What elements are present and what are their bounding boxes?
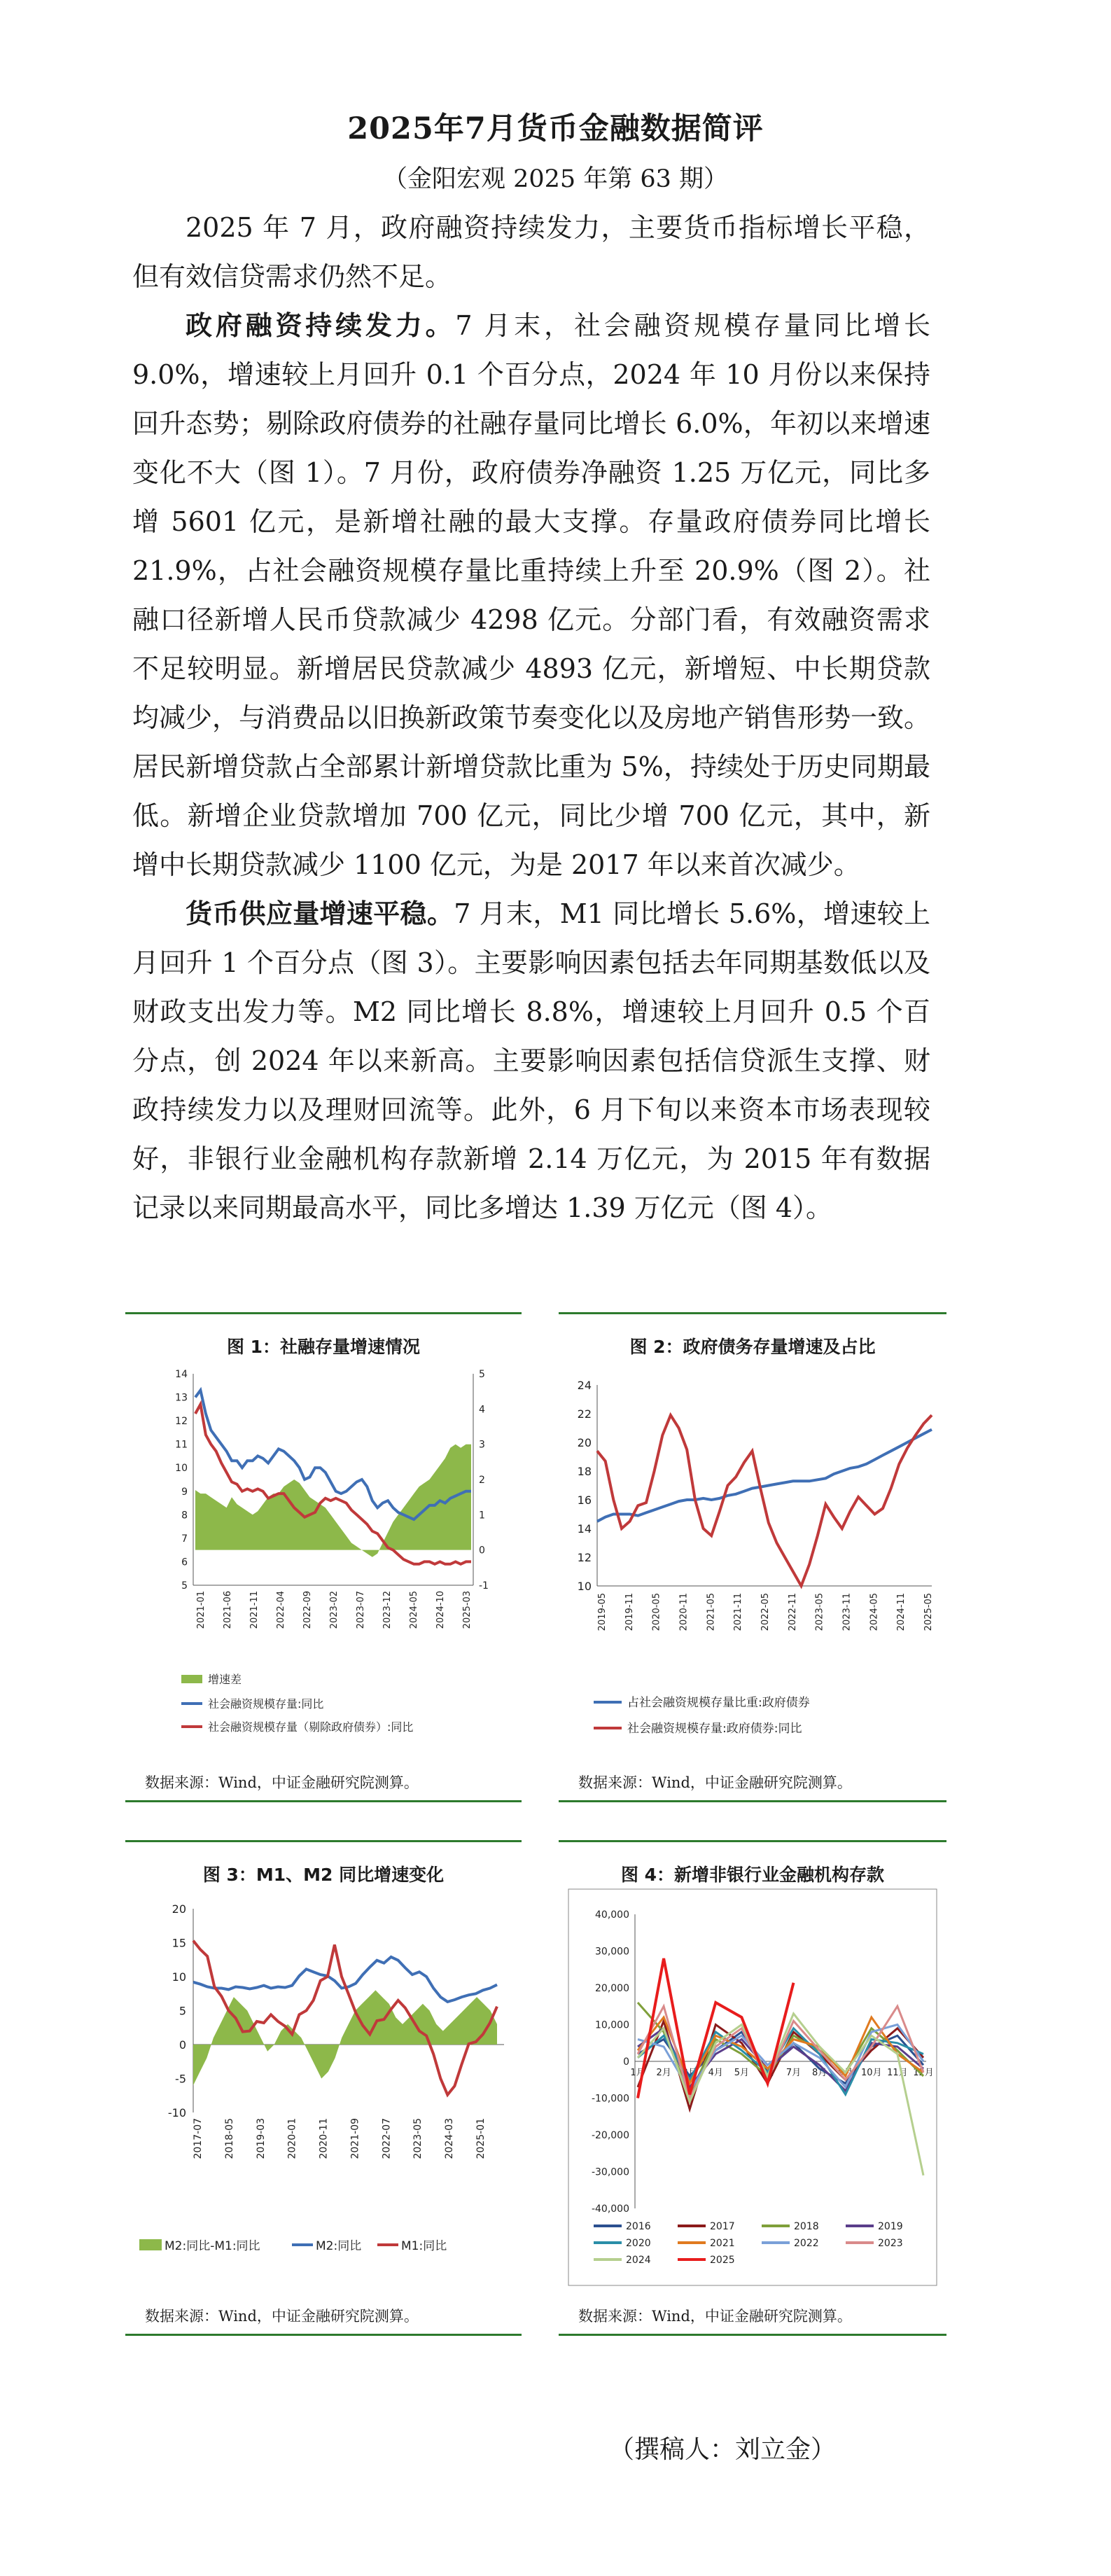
chart-svg — [559, 1312, 946, 1802]
y-tick-label: 14 — [577, 1522, 592, 1536]
y-tick-label-left: 9 — [181, 1486, 188, 1498]
y-tick-label: 20 — [577, 1436, 592, 1449]
series-line-1 — [597, 1415, 932, 1586]
y-tick-label: -5 — [175, 2072, 186, 2086]
legend-label: 社会融资规模存量:政府债券:同比 — [627, 1722, 802, 1736]
figure-title: 图 3：M1、M2 同比增速变化 — [202, 1865, 445, 1885]
x-tick-label: 2024-05 — [869, 1593, 880, 1631]
y-tick-label: 30,000 — [595, 1946, 629, 1958]
legend-label: 占社会融资规模存量比重:政府债券 — [627, 1696, 810, 1710]
y-tick-label-left: 5 — [181, 1580, 188, 1592]
y-tick-label: 20 — [172, 1902, 186, 1916]
x-tick-label: 2023-02 — [329, 1591, 340, 1629]
y-tick-label: 22 — [577, 1407, 592, 1421]
y-tick-label-left: 14 — [175, 1369, 188, 1380]
article-body — [132, 203, 930, 1232]
y-tick-label: 10 — [577, 1580, 592, 1593]
x-tick-label: 5月 — [734, 2068, 750, 2078]
figure-bottom-rule — [559, 2334, 946, 2336]
x-tick-label: 2024-11 — [896, 1593, 907, 1631]
series-area-m2-m1 — [193, 1990, 497, 2085]
page-subtitle: （金阳宏观 2025 年第 63 期） — [382, 165, 729, 193]
legend-label: M2:同比-M1:同比 — [165, 2239, 260, 2253]
x-tick-label: 2022-04 — [276, 1591, 286, 1629]
legend-swatch — [181, 1675, 202, 1683]
figure-title: 图 1：社融存量增速情况 — [226, 1337, 421, 1357]
figure-2 — [559, 1312, 946, 1802]
figure-1 — [125, 1312, 522, 1802]
legend-label: 2022 — [794, 2238, 819, 2249]
figure-bottom-rule — [559, 1800, 946, 1802]
y-tick-label: 0 — [623, 2056, 629, 2068]
legend-label: 2016 — [626, 2221, 651, 2232]
x-tick-label: 2022-07 — [381, 2118, 393, 2159]
y-tick-label: 10,000 — [595, 2019, 629, 2031]
x-tick-label: 2月 — [656, 2068, 671, 2078]
x-tick-label: 6月 — [760, 2068, 776, 2078]
x-tick-label: 10月 — [861, 2068, 882, 2078]
y-tick-label: -20,000 — [591, 2130, 629, 2141]
y-tick-label: 0 — [179, 2038, 186, 2052]
chart-svg — [125, 1312, 522, 1802]
y-tick-label-right: 1 — [479, 1510, 485, 1522]
x-tick-label: 2024-03 — [444, 2118, 456, 2159]
y-tick-label: 20,000 — [595, 1983, 629, 1994]
y-tick-label-right: 3 — [479, 1439, 485, 1451]
x-tick-label: 2019-05 — [597, 1593, 608, 1631]
y-tick-label-right: 2 — [479, 1475, 485, 1486]
x-tick-label: 2021-06 — [223, 1591, 233, 1629]
x-tick-label: 2019-03 — [255, 2118, 267, 2159]
y-tick-label-right: 5 — [479, 1369, 485, 1380]
x-tick-label: 2017-07 — [193, 2118, 204, 2159]
x-tick-label: 2025-05 — [923, 1593, 934, 1631]
legend-label: 2020 — [626, 2238, 651, 2249]
x-tick-label: 2025-01 — [475, 2118, 487, 2159]
figure-title: 图 4：新增非银行业金融机构存款 — [620, 1865, 885, 1885]
x-tick-label: 2024-10 — [435, 1591, 446, 1629]
x-tick-label: 2018-05 — [223, 2118, 235, 2159]
x-tick-label: 12月 — [913, 2068, 934, 2078]
y-tick-label: -40,000 — [591, 2203, 629, 2215]
figure-source: 数据来源：Wind，中证金融研究院测算。 — [578, 1774, 852, 1791]
y-tick-label: 10 — [172, 1970, 186, 1984]
y-tick-label-right: -1 — [479, 1580, 489, 1592]
x-tick-label: 11月 — [887, 2068, 908, 2078]
x-tick-label: 2020-11 — [678, 1593, 690, 1631]
x-tick-label: 7月 — [785, 2068, 802, 2078]
legend-swatch — [139, 2239, 162, 2250]
y-tick-label: 5 — [179, 2004, 186, 2018]
paragraph-body: 7 月末，社会融资规模存量同比增长 9.0%，增速较上月回升 0.1 个百分点，2024 年 10 月份以来保持回升态势；剔除政府债券的社融存量同比增长 6.0%，年初以来增速变化不大（图 1）。7 月份，政府债券净融资 1.25 万亿元，同比多增 5601 亿元，是新增社融的最大支撑。存量政府债券同比增长 21.9%，占社会融资规模存量比重持续上升至 20.9%（图 2）。社融口径新增人民币贷款减少 4298 亿元。分部门看，有效融资需求不足较明显。新增居民贷款减少 4893 亿元，新增短、中长期贷款均减少，与消费品以旧换新政策节奏变化以及房地产销售形势一致。居民新增贷款占全部累计新增贷款比重为 5%，持续处于历史同期最低。新增企业贷款增加 700 亿元，同比少增 700 亿元，其中，新增中长期贷款减少 1100 亿元，为是 2017 年以来首次减少。 — [132, 310, 931, 880]
x-tick-label: 2021-01 — [196, 1591, 207, 1629]
legend-label: 2025 — [710, 2255, 735, 2266]
paragraph-intro: 2025 年 7 月，政府融资持续发力，主要货币指标增长平稳，但有效信贷需求仍然不足。 — [132, 212, 930, 292]
chart-svg — [559, 1840, 946, 2336]
figure-bottom-rule — [125, 2334, 522, 2336]
legend-label: M2:同比 — [316, 2239, 362, 2253]
x-tick-label: 2022-11 — [787, 1593, 798, 1631]
y-tick-label: 16 — [577, 1494, 592, 1507]
legend-label: 2021 — [710, 2238, 735, 2249]
y-tick-label: 18 — [577, 1465, 592, 1478]
y-tick-label-left: 11 — [175, 1439, 188, 1451]
x-tick-label: 3月 — [682, 2068, 697, 2078]
figure-source: 数据来源：Wind，中证金融研究院测算。 — [145, 1774, 419, 1791]
legend-label: 社会融资规模存量（剔除政府债券）:同比 — [208, 1720, 414, 1734]
legend-label: 2024 — [626, 2255, 651, 2266]
x-tick-label: 2024-05 — [409, 1591, 419, 1629]
x-tick-label: 2025-03 — [462, 1591, 473, 1629]
legend-label: 2017 — [710, 2221, 735, 2232]
y-tick-label-right: 4 — [479, 1404, 485, 1416]
x-tick-label: 2023-12 — [382, 1591, 393, 1629]
x-tick-label: 4月 — [708, 2068, 723, 2078]
x-tick-label: 2022-05 — [760, 1593, 771, 1631]
y-tick-label: 24 — [577, 1379, 592, 1392]
page-title: 2025年7月货币金融数据简评 — [347, 111, 764, 146]
y-tick-label-left: 7 — [181, 1533, 188, 1545]
legend-label: 2018 — [794, 2221, 819, 2232]
y-tick-label-left: 10 — [175, 1463, 188, 1475]
author-credit: （撰稿人：刘立金） — [609, 2435, 837, 2464]
paragraph-government-financing — [132, 301, 930, 889]
x-tick-label: 2019-11 — [624, 1593, 635, 1631]
paragraph-lead: 货币供应量增速平稳。 — [186, 898, 454, 929]
y-tick-label-left: 12 — [175, 1416, 188, 1428]
legend-label: 社会融资规模存量:同比 — [208, 1697, 324, 1711]
y-tick-label: 12 — [577, 1551, 592, 1564]
y-tick-label-right: 0 — [479, 1545, 485, 1557]
y-tick-label: 15 — [172, 1936, 186, 1950]
figure-source: 数据来源：Wind，中证金融研究院测算。 — [145, 2308, 419, 2325]
figure-source: 数据来源：Wind，中证金融研究院测算。 — [578, 2308, 852, 2325]
y-tick-label: -10 — [167, 2106, 186, 2119]
figure-title: 图 2：政府债务存量增速及占比 — [629, 1337, 876, 1357]
x-tick-label: 2020-11 — [318, 2118, 330, 2159]
x-tick-label: 2020-05 — [651, 1593, 662, 1631]
y-tick-label-left: 8 — [181, 1510, 188, 1522]
x-tick-label: 1月 — [630, 2068, 645, 2078]
x-tick-label: 2023-05 — [412, 2118, 424, 2159]
legend-label: 2019 — [878, 2221, 903, 2232]
chart-svg — [125, 1840, 522, 2336]
paragraph-body: 7 月末，M1 同比增长 5.6%，增速较上月回升 1 个百分点（图 3）。主要影响因素包括去年同期基数低以及财政支出发力等。M2 同比增长 8.8%，增速较上月回升 0.5 个百分点，创 2024 年以来新高。主要影响因素包括信贷派生支撑、财政持续发力以及理财回流等。此外，6 月下旬以来资本市场表现较好，非银行业金融机构存款新增 2.14 万亿元，为 2015 年有数据记录以来同期最高水平，同比多增达 1.39 万亿元（图 4）。 — [132, 898, 930, 1223]
x-tick-label: 2021-09 — [349, 2118, 361, 2159]
legend-label: M1:同比 — [401, 2239, 447, 2253]
legend-label: 2023 — [878, 2238, 903, 2249]
x-tick-label: 2022-09 — [302, 1591, 313, 1629]
x-tick-label: 2021-11 — [249, 1591, 260, 1629]
paragraph-money-supply — [132, 889, 930, 1232]
figure-4 — [559, 1840, 946, 2336]
x-tick-label: 8月 — [811, 2068, 827, 2078]
y-tick-label-left: 13 — [175, 1392, 188, 1404]
paragraph-lead: 政府融资持续发力。 — [186, 309, 456, 341]
x-tick-label: 2023-07 — [356, 1591, 366, 1629]
x-tick-label: 2023-05 — [814, 1593, 825, 1631]
y-tick-label: -30,000 — [591, 2166, 629, 2178]
y-tick-label: -10,000 — [591, 2093, 629, 2105]
figure-bottom-rule — [125, 1800, 522, 1802]
x-tick-label: 2021-11 — [733, 1593, 744, 1631]
series-line-1 — [193, 1957, 497, 2002]
y-tick-label: 40,000 — [595, 1909, 629, 1921]
x-tick-label: 2020-01 — [286, 2118, 298, 2159]
y-tick-label-left: 6 — [181, 1557, 188, 1568]
legend-label: 增速差 — [208, 1673, 242, 1686]
figure-3 — [125, 1840, 522, 2336]
x-tick-label: 2023-11 — [841, 1593, 853, 1631]
x-tick-label: 2021-05 — [706, 1593, 717, 1631]
x-tick-label: 9月 — [838, 2068, 853, 2078]
